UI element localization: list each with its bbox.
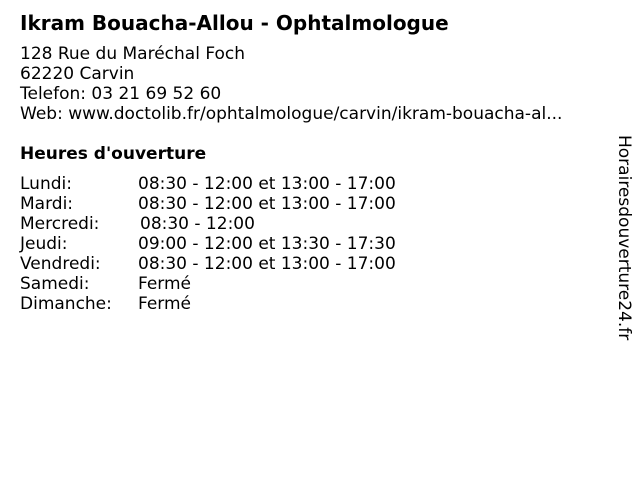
day-label: Samedi: [20,274,90,294]
contact-info [20,44,562,124]
day-label: Mercredi: [20,214,100,234]
day-label: Dimanche: [20,294,112,314]
day-label: Mardi: [20,194,74,214]
day-label: Vendredi: [20,254,101,274]
website-link[interactable]: Web: www.doctolib.fr/ophtalmologue/carvin/ikram-bouacha-al... [20,104,563,124]
hours-value: 08:30 - 12:00 et 13:00 - 17:00 [138,174,396,194]
hours-value: 08:30 - 12:00 et 13:00 - 17:00 [138,254,396,274]
address-street: 128 Rue du Maréchal Foch [20,44,246,64]
hours-value: 08:30 - 12:00 et 13:00 - 17:00 [138,194,396,214]
hours-value: Fermé [138,294,192,314]
hours-heading: Heures d'ouverture [20,144,207,164]
phone-number: Telefon: 03 21 69 52 60 [20,84,222,104]
address-city: 62220 Carvin [20,64,135,84]
day-label: Jeudi: [20,234,68,254]
day-label: Lundi: [20,174,72,194]
page-title: Ikram Bouacha-Allou - Ophtalmologue [20,11,449,35]
hours-value: 09:00 - 12:00 et 13:30 - 17:30 [138,234,396,254]
hours-value: 08:30 - 12:00 [140,214,255,234]
hours-value: Fermé [138,274,192,294]
site-watermark: Horairesdouverture24.fr [614,135,634,341]
